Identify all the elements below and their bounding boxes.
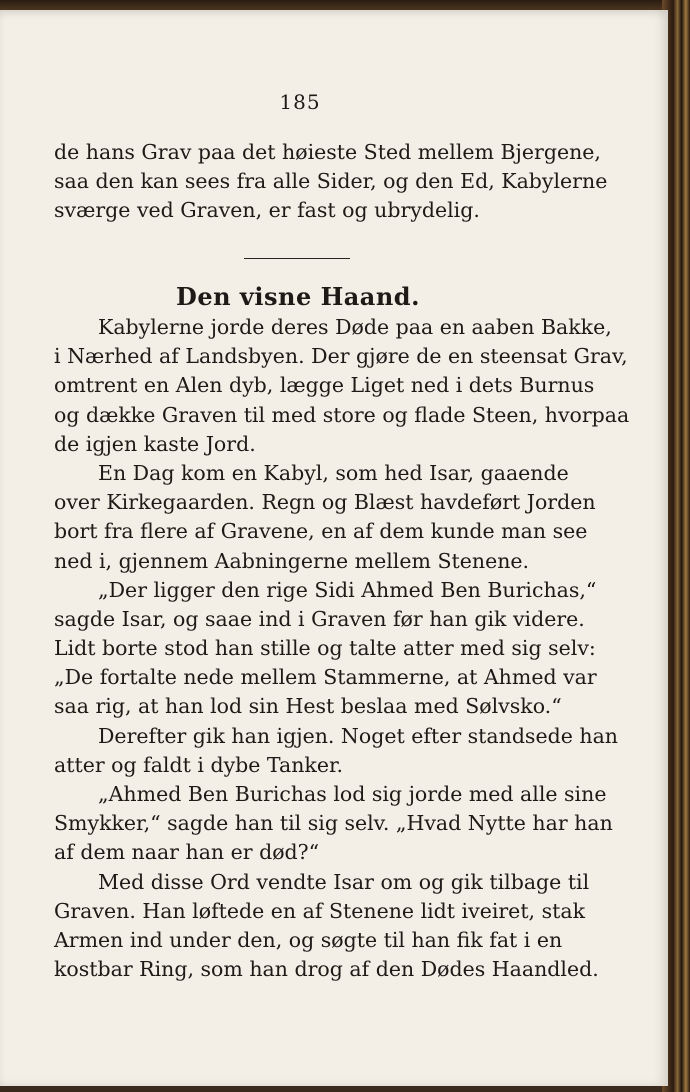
text-line: atter og faldt i dybe Tanker. [54, 752, 344, 777]
text-line: ned i, gjennem Aabningerne mellem Stenene. [54, 548, 530, 573]
page-number: 185 [279, 90, 321, 114]
text-line: saa rig, at han lod sin Hest beslaa med Sølvsko.“ [54, 694, 562, 719]
text-line: Derefter gik han igjen. Noget efter standsede han [98, 723, 618, 748]
text-line: sagde Isar, og saae ind i Graven før han gik videre. [54, 606, 585, 631]
text-line: omtrent en Alen dyb, lægge Liget ned i dets Burnus [54, 373, 595, 398]
text-line: Lidt borte stod han stille og talte atter med sig selv: [54, 636, 596, 661]
text-line: kostbar Ring, som han drog af den Dødes Haandled. [54, 957, 599, 982]
text-line: Graven. Han løftede en af Stenene lidt iveiret, stak [54, 898, 585, 923]
text-line: Smykker,“ sagde han til sig selv. „Hvad Nytte har han [54, 811, 613, 836]
text-line: En Dag kom en Kabyl, som hed Isar, gaaende [98, 460, 569, 485]
intro-paragraph [54, 138, 608, 226]
text-line: over Kirkegaarden. Regn og Blæst havdeført Jorden [54, 490, 596, 515]
text-line: og dække Graven til med store og flade Steen, hvorpaa [54, 402, 630, 427]
text-line: de hans Grav paa det høieste Sted mellem Bjergene, [54, 140, 601, 164]
text-line: i Nærhed af Landsbyen. Der gjøre de en steensat Grav, [54, 344, 628, 369]
text-line: „Ahmed Ben Burichas lod sig jorde med alle sine [98, 782, 607, 806]
text-line: de igjen kaste Jord. [54, 431, 256, 456]
text-line: Kabylerne jorde deres Døde paa en aaben Bakke, [98, 315, 612, 339]
text-line: Med disse Ord vendte Isar om og gik tilbage til [98, 869, 590, 894]
body-text [54, 313, 630, 984]
text-line: „De fortalte nede mellem Stammerne, at Ahmed var [54, 665, 597, 690]
text-line: af dem naar han er død?“ [54, 840, 320, 865]
text-line: bort fra flere af Gravene, en af dem kunde man see [54, 519, 588, 544]
section-divider [244, 258, 350, 259]
text-line: saa den kan sees fra alle Sider, og den Ed, Kabylerne [54, 169, 608, 194]
text-line: „Der ligger den rige Sidi Ahmed Ben Burichas,“ [98, 577, 597, 602]
book-page [0, 10, 668, 1086]
text-line: sværge ved Graven, er fast og ubrydelig. [54, 198, 480, 223]
section-heading: Den visne Haand. [176, 282, 420, 311]
text-line: Armen ind under den, og søgte til han fik fat i en [54, 927, 563, 952]
